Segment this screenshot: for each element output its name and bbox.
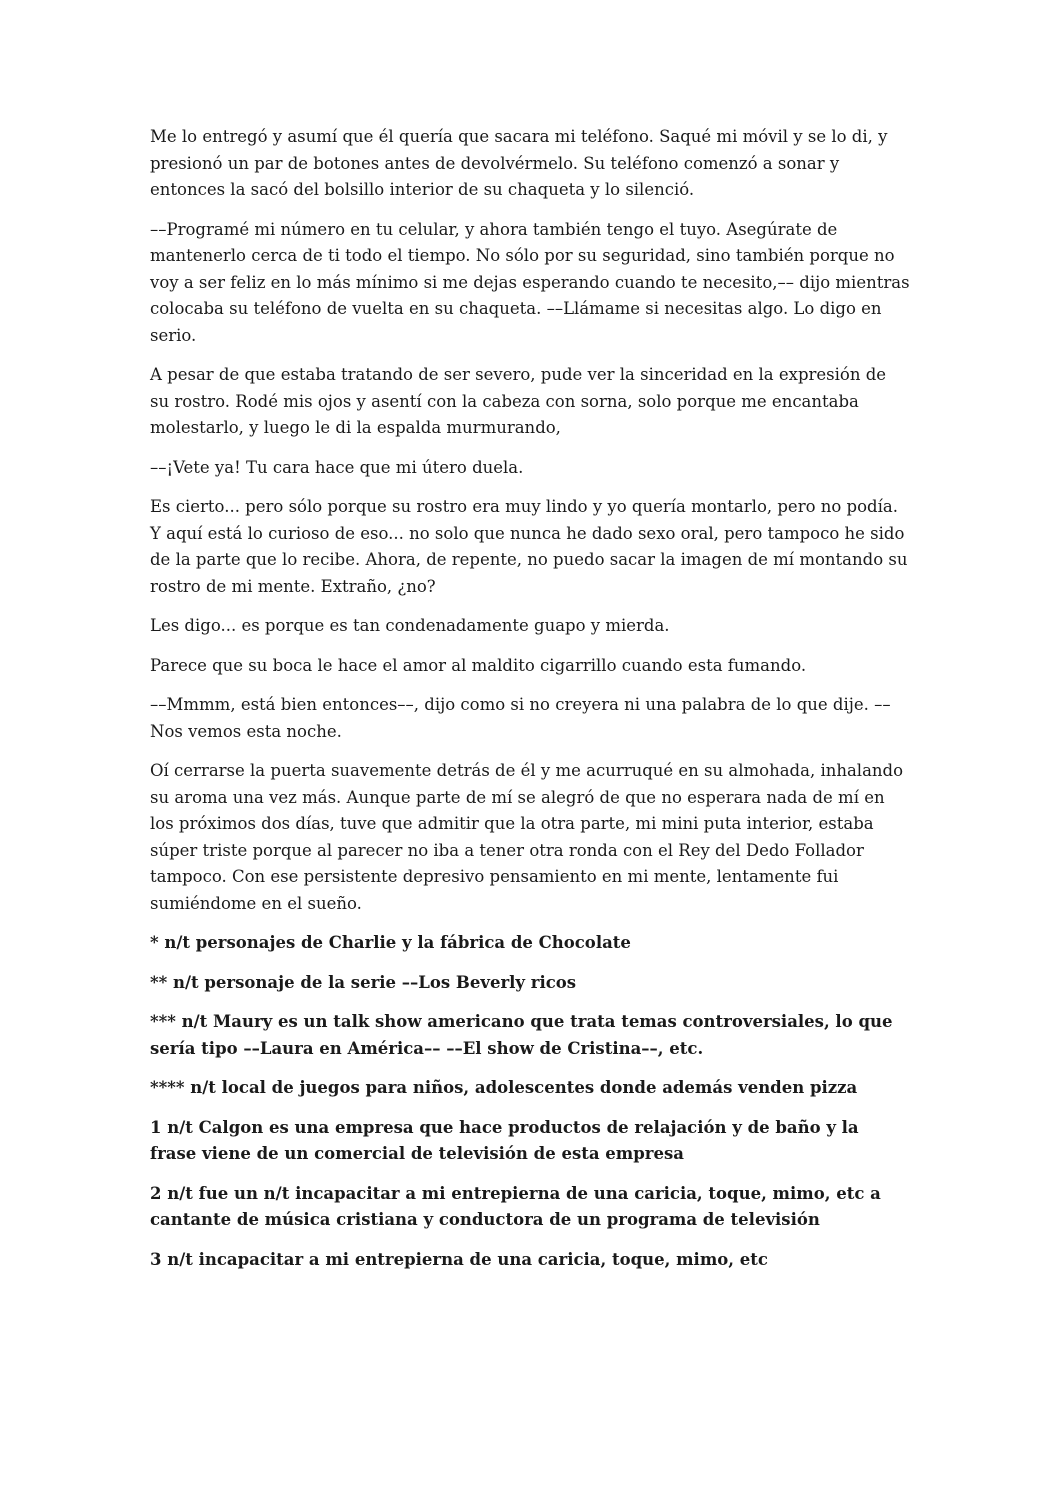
paragraph-5: Es cierto... pero sólo porque su rostro era muy lindo y yo quería montarlo, pero no podía. Y aquí está lo curioso de eso... no solo que nunca he dado sexo oral, pero tampoco he sido de la parte que lo recibe. Ahora, de repente, no puedo sacar la imagen de mí montando su rostro de mi mente. Extraño, ¿no?: [150, 497, 908, 596]
paragraph-9: Oí cerrarse la puerta suavemente detrás de él y me acurruqué en su almohada, inhalando su aroma una vez más. Aunque parte de mí se alegró de que no esperara nada de mí en los próximos dos días, tuve que admitir que la otra parte, mi mini puta interior, estaba súper triste porque al parecer no iba a tener otra ronda con el Rey del Dedo Follador tampoco. Con ese persistente depresivo pensamiento en mi mente, lentamente fui sumiéndome en el sueño.: [150, 761, 904, 913]
translator-note-6: 2 n/t fue un n/t incapacitar a mi entrepierna de una caricia, toque, mimo, etc a cantante de música cristiana y conductora de un programa de televisión: [150, 1183, 881, 1229]
paragraph-7: Parece que su boca le hace el amor al maldito cigarrillo cuando esta fumando.: [150, 655, 807, 675]
translator-note-1: * n/t personajes de Charlie y la fábrica de Chocolate: [150, 933, 631, 952]
paragraph-1: Me lo entregó y asumí que él quería que sacara mi teléfono. Saqué mi móvil y se lo di, y presionó un par de botones antes de devolvérmelo. Su teléfono comenzó a sonar y entonces la sacó del bolsillo interior de su chaqueta y lo silenció.: [150, 127, 888, 199]
paragraph-6: Les digo... es porque es tan condenadamente guapo y mierda.: [150, 616, 670, 635]
translator-note-3: *** n/t Maury es un talk show americano que trata temas controversiales, lo que sería tipo ––Laura en América–– ––El show de Cristina––, etc.: [150, 1012, 893, 1058]
translator-note-5: 1 n/t Calgon es una empresa que hace productos de relajación y de baño y la frase viene de un comercial de televisión de esta empresa: [150, 1117, 859, 1163]
translator-note-2: ** n/t personaje de la serie ––Los Beverly ricos: [150, 972, 577, 992]
paragraph-8: ––Mmmm, está bien entonces––, dijo como si no creyera ni una palabra de lo que dije. –– Nos vemos esta noche.: [150, 695, 891, 741]
paragraph-2: ––Programé mi número en tu celular, y ahora también tengo el tuyo. Asegúrate de mantenerlo cerca de ti todo el tiempo. No sólo por su seguridad, sino también porque no voy a ser feliz en lo más mínimo si me dejas esperando cuando te necesito,–– dijo mientras colocaba su teléfono de vuelta en su chaqueta. ––Llámame si necesitas algo. Lo digo en serio.: [150, 219, 910, 345]
paragraph-3: A pesar de que estaba tratando de ser severo, pude ver la sinceridad en la expresión de su rostro. Rodé mis ojos y asentí con la cabeza con sorna, solo porque me encantaba molestarlo, y luego le di la espalda murmurando,: [150, 365, 887, 437]
translator-note-4: **** n/t local de juegos para niños, adolescentes donde además venden pizza: [150, 1078, 858, 1097]
paragraph-4: ––¡Vete ya! Tu cara hace que mi útero duela.: [150, 457, 524, 477]
translator-note-7: 3 n/t incapacitar a mi entrepierna de una caricia, toque, mimo, etc: [150, 1249, 768, 1269]
document-page: [150, 124, 910, 1286]
